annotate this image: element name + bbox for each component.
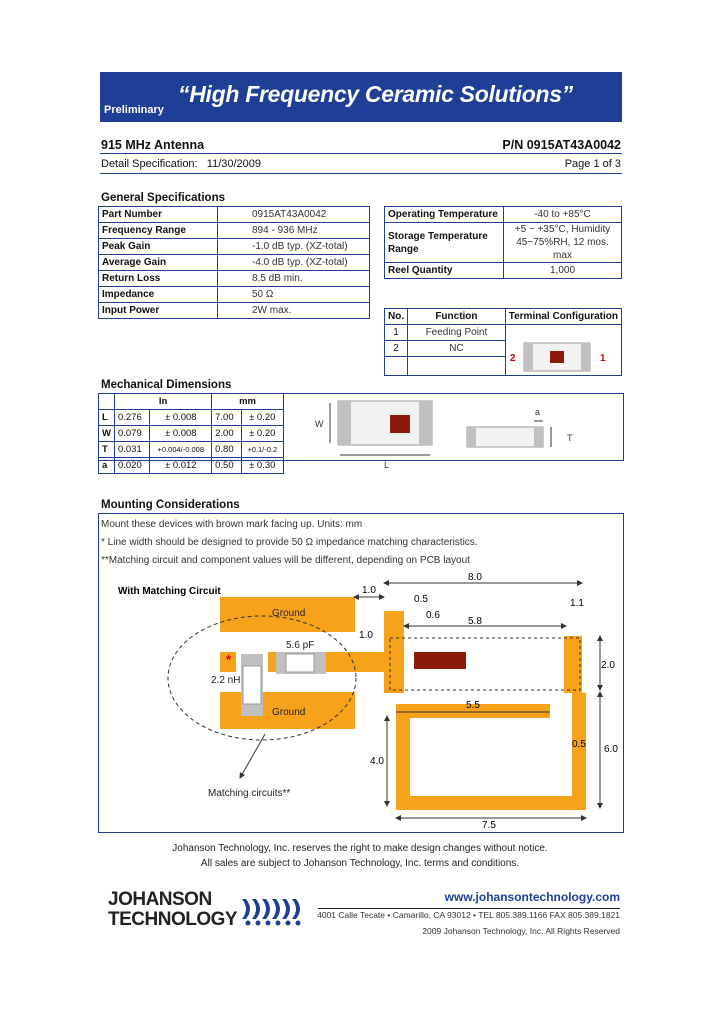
pointer-line	[240, 734, 265, 778]
spec-value: 2W max.	[218, 303, 370, 319]
table-row	[99, 239, 370, 255]
chip-brown	[414, 652, 466, 669]
terminal-diagram	[506, 329, 622, 379]
column-header: No.	[385, 309, 408, 325]
preliminary-label: Preliminary	[104, 104, 164, 116]
mech-mm-tol: +0.1/-0.2	[241, 442, 283, 458]
with-matching-label: With Matching Circuit	[118, 586, 221, 597]
mounting-heading: Mounting Considerations	[101, 499, 240, 511]
spec-label: Return Loss	[99, 271, 218, 287]
mech-dim: a	[99, 458, 115, 474]
mech-dim: T	[99, 442, 115, 458]
ground-label-top: Ground	[272, 608, 306, 619]
mech-mm: 0.80	[212, 442, 241, 458]
spec-value: 894 - 936 MHz	[218, 223, 370, 239]
dim-8-0: 8.0	[468, 572, 482, 583]
mech-in-tol: +0.004/-0.008	[150, 442, 212, 458]
mech-mm: 0.50	[212, 458, 241, 474]
chip-side-view	[467, 427, 543, 447]
mech-mm: 2.00	[212, 426, 241, 442]
company-address: 4001 Calle Tecate • Camarillo, CA 93012 • TEL 805.389.1166 FAX 805.389.1821	[317, 910, 620, 920]
terminal-pad	[419, 401, 432, 445]
dim-label-w: W	[315, 419, 324, 429]
feed-pad	[384, 611, 404, 693]
column-header: mm	[212, 394, 284, 410]
capacitor-body	[286, 654, 314, 672]
environment-spec-table	[384, 206, 622, 279]
terminal-2-pad	[524, 343, 533, 371]
mech-in: 0.079	[114, 426, 149, 442]
inductor-body	[243, 666, 261, 704]
table-row	[385, 207, 622, 223]
product-name: 915 MHz Antenna	[101, 138, 205, 152]
dim-6-0: 6.0	[604, 744, 618, 755]
terminal-pad	[467, 427, 476, 447]
terminal-no: 1	[385, 325, 408, 341]
divider	[100, 173, 622, 174]
spec-label: Part Number	[99, 207, 218, 223]
terminal-1-pad	[581, 343, 590, 371]
terminal-table	[384, 308, 622, 376]
terminal-function: Feeding Point	[408, 325, 506, 341]
mech-in-tol: ± 0.008	[150, 410, 212, 426]
brown-mark	[390, 415, 410, 433]
mounting-note: Mount these devices with brown mark facing up. Units: mm	[101, 519, 363, 530]
dim-label-l: L	[384, 460, 390, 470]
legal-notice	[100, 841, 620, 871]
mech-in: 0.031	[114, 442, 149, 458]
table-row	[99, 410, 284, 426]
terminal-no: 2	[385, 341, 408, 357]
star-marker: *	[226, 652, 232, 667]
mechanical-table	[98, 393, 284, 474]
dim-0-5a: 0.5	[414, 594, 428, 605]
spec-value: 50 Ω	[218, 287, 370, 303]
loop-trace-right	[572, 693, 586, 810]
dim-1-0a: 1.0	[362, 585, 376, 596]
detail-spec-date: Detail Specification: 11/30/2009	[101, 158, 262, 170]
table-row	[385, 223, 622, 263]
mech-in-tol: ± 0.008	[150, 426, 212, 442]
table-row	[99, 303, 370, 319]
mech-mm-tol: ± 0.20	[241, 426, 283, 442]
mechanical-drawing	[300, 395, 620, 457]
mech-in: 0.276	[114, 410, 149, 426]
mounting-note: * Line width should be designed to provide 50 Ω impedance matching characteristics.	[101, 537, 478, 548]
chip-top-view	[338, 401, 432, 445]
logo-mark	[238, 895, 318, 931]
mech-dim: L	[99, 410, 115, 426]
spec-label: Storage Temperature Range	[385, 223, 504, 263]
dim-5-5: 5.5	[466, 700, 480, 711]
table-row	[99, 458, 284, 474]
mounting-note: **Matching circuit and component values will be different, depending on PCB layout	[101, 555, 470, 566]
general-spec-table	[98, 206, 370, 319]
page-number: Page 1 of 3	[564, 158, 621, 170]
spec-value: 8.5 dB min.	[218, 271, 370, 287]
terminal-diagram-cell	[505, 325, 621, 376]
mech-mm-tol: ± 0.30	[241, 458, 283, 474]
terminal-pad	[338, 401, 351, 445]
spec-label: Input Power	[99, 303, 218, 319]
capacitor-value: 5.6 pF	[286, 640, 315, 651]
page-title: “High Frequency Ceramic Solutions”	[178, 81, 573, 107]
logo-line: JOHANSON	[108, 889, 212, 910]
mech-in-tol: ± 0.012	[150, 458, 212, 474]
spec-label: Reel Quantity	[385, 263, 504, 279]
spec-value: -1.0 dB typ. (XZ-total)	[218, 239, 370, 255]
mech-dim: W	[99, 426, 115, 442]
website-link[interactable]: www.johansontechnology.com	[444, 890, 620, 904]
spec-value: -40 to +85°C	[504, 207, 622, 223]
mech-mm-tol: ± 0.20	[241, 410, 283, 426]
dim-1-0b: 1.0	[359, 630, 373, 641]
spec-label: Operating Temperature	[385, 207, 504, 223]
column-header: Function	[408, 309, 506, 325]
part-number-heading: P/N 0915AT43A0042	[502, 138, 621, 152]
dim-0-5b: 0.5	[572, 739, 586, 750]
notice-line: All sales are subject to Johanson Technology, Inc. terms and conditions.	[200, 858, 520, 869]
spec-label: Average Gain	[99, 255, 218, 271]
table-row	[99, 394, 284, 410]
table-row	[99, 255, 370, 271]
spec-value: 0915AT43A0042	[218, 207, 370, 223]
copyright: 2009 Johanson Technology, Inc. All Rights Reserved	[422, 926, 620, 936]
spec-label: Impedance	[99, 287, 218, 303]
dim-label-a: a	[535, 407, 541, 417]
loop-trace-left	[396, 704, 410, 810]
mech-in: 0.020	[114, 458, 149, 474]
spec-label: Peak Gain	[99, 239, 218, 255]
spec-value: 1,000	[504, 263, 622, 279]
inductor-value: 2.2 nH	[211, 675, 241, 686]
divider	[100, 153, 622, 154]
spec-value: -4.0 dB typ. (XZ-total)	[218, 255, 370, 271]
terminal-2-label: 2	[509, 353, 516, 364]
dim-2-0: 2.0	[601, 660, 615, 671]
dim-4-0: 4.0	[370, 756, 384, 767]
spec-label: Frequency Range	[99, 223, 218, 239]
column-header: Terminal Configuration	[505, 309, 621, 325]
dim-1-1: 1.1	[570, 598, 584, 609]
table-row	[99, 271, 370, 287]
matching-circuits-label: Matching circuits**	[208, 788, 291, 799]
mechanical-heading: Mechanical Dimensions	[101, 379, 232, 391]
column-header: In	[114, 394, 211, 410]
spec-value: +5 ~ +35°C, Humidity 45~75%RH, 12 mos. max	[504, 223, 622, 263]
pcb-layout-diagram	[100, 566, 620, 830]
mech-mm: 7.00	[212, 410, 241, 426]
table-row	[385, 325, 622, 341]
table-row	[385, 309, 622, 325]
table-row	[99, 207, 370, 223]
dim-5-8: 5.8	[468, 616, 482, 627]
dim-label-t: T	[567, 433, 573, 443]
dim-0-6: 0.6	[426, 610, 440, 621]
brown-mark	[550, 351, 564, 363]
terminal-1-label: 1	[599, 353, 606, 364]
table-row	[99, 442, 284, 458]
terminal-function: NC	[408, 341, 506, 357]
table-row	[99, 287, 370, 303]
table-row	[99, 426, 284, 442]
footer-divider	[318, 908, 620, 909]
terminal-pad	[534, 427, 543, 447]
dim-7-5: 7.5	[482, 820, 496, 830]
table-row	[385, 263, 622, 279]
general-spec-heading: General Specifications	[101, 192, 225, 204]
notice-line: Johanson Technology, Inc. reserves the right to make design changes without notice.	[172, 843, 548, 854]
header-banner	[100, 72, 622, 122]
logo-line: TECHNOLOGY	[108, 909, 238, 930]
mounting-notes	[101, 516, 478, 570]
nc-pad	[564, 636, 582, 693]
loop-trace-bottom	[396, 796, 586, 810]
table-row	[99, 223, 370, 239]
company-logo	[108, 890, 237, 930]
ground-label-bottom: Ground	[272, 707, 306, 718]
